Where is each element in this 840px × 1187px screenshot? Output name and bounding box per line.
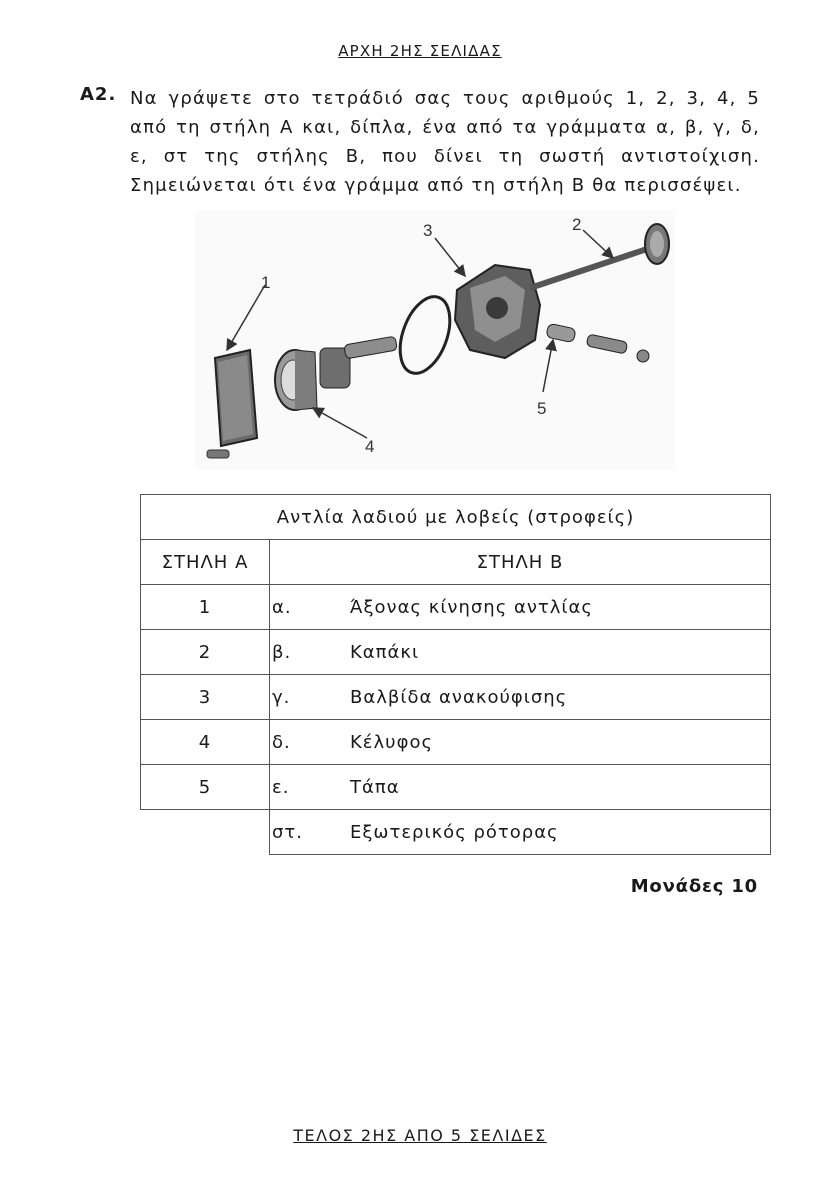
callout-5: 5	[537, 399, 547, 418]
table-row	[141, 675, 771, 720]
col-a-empty-cell	[141, 810, 270, 855]
col-a-cell: 1	[141, 585, 270, 630]
col-b-cell	[270, 675, 771, 720]
col-b-letter: στ.	[272, 821, 303, 843]
col-a-cell: 4	[141, 720, 270, 765]
callout-4: 4	[365, 437, 375, 456]
col-b-cell	[270, 720, 771, 765]
col-b-cell	[270, 630, 771, 675]
col-b-text: Τάπα	[350, 776, 400, 798]
col-b-text: Εξωτερικός ρότορας	[350, 821, 559, 843]
col-b-text: Βαλβίδα ανακούφισης	[350, 686, 568, 708]
table-title: Αντλία λαδιού με λοβείς (στροφείς)	[141, 495, 771, 540]
col-b-letter: δ.	[272, 731, 291, 753]
table-row	[141, 720, 771, 765]
question-label: Α2.	[80, 84, 117, 105]
callout-1: 1	[261, 273, 271, 292]
col-b-header: ΣΤΗΛΗ Β	[270, 540, 771, 585]
table-row	[141, 585, 771, 630]
col-a-cell: 3	[141, 675, 270, 720]
outer-rotor	[275, 350, 317, 410]
col-b-text: Άξονας κίνησης αντλίας	[350, 596, 593, 618]
col-b-letter: γ.	[272, 686, 291, 708]
col-a-cell: 2	[141, 630, 270, 675]
page-header: ΑΡΧΗ 2ΗΣ ΣΕΛΙΔΑΣ	[338, 42, 502, 60]
col-a-cell: 5	[141, 765, 270, 810]
col-b-text: Κέλυφος	[350, 731, 434, 753]
table-row	[141, 765, 771, 810]
col-a-header: ΣΤΗΛΗ Α	[141, 540, 270, 585]
callout-3: 3	[423, 221, 433, 240]
table-row	[141, 810, 771, 855]
oil-pump-exploded-diagram	[195, 210, 675, 470]
diagram-svg	[195, 210, 675, 470]
col-b-letter: β.	[272, 641, 292, 663]
col-b-cell	[270, 765, 771, 810]
col-b-cell	[270, 585, 771, 630]
page-footer: ΤΕΛΟΣ 2ΗΣ ΑΠΟ 5 ΣΕΛΙΔΕΣ	[293, 1126, 547, 1145]
marks-label: Μονάδες 10	[630, 876, 758, 897]
col-b-letter: ε.	[272, 776, 290, 798]
col-b-text: Καπάκι	[350, 641, 420, 663]
col-b-letter: α.	[272, 596, 292, 618]
table-row	[141, 630, 771, 675]
question-text: Να γράψετε στο τετράδιό σας τους αριθμούς 1, 2, 3, 4, 5 από τη στήλη Α και, δίπλα, ένα από τα γράμματα α, β, γ, δ, ε, στ της στήλης Β, που δίνει τη σωστή αντιστοίχιση. Σημειώνεται ότι ένα γράμμα από τη στήλη Β θα περισσέψει.	[130, 88, 760, 196]
col-b-cell	[270, 810, 771, 855]
table-header-row	[141, 540, 771, 585]
callout-2: 2	[572, 215, 582, 234]
matching-table	[140, 494, 771, 855]
table-title-row	[141, 495, 771, 540]
